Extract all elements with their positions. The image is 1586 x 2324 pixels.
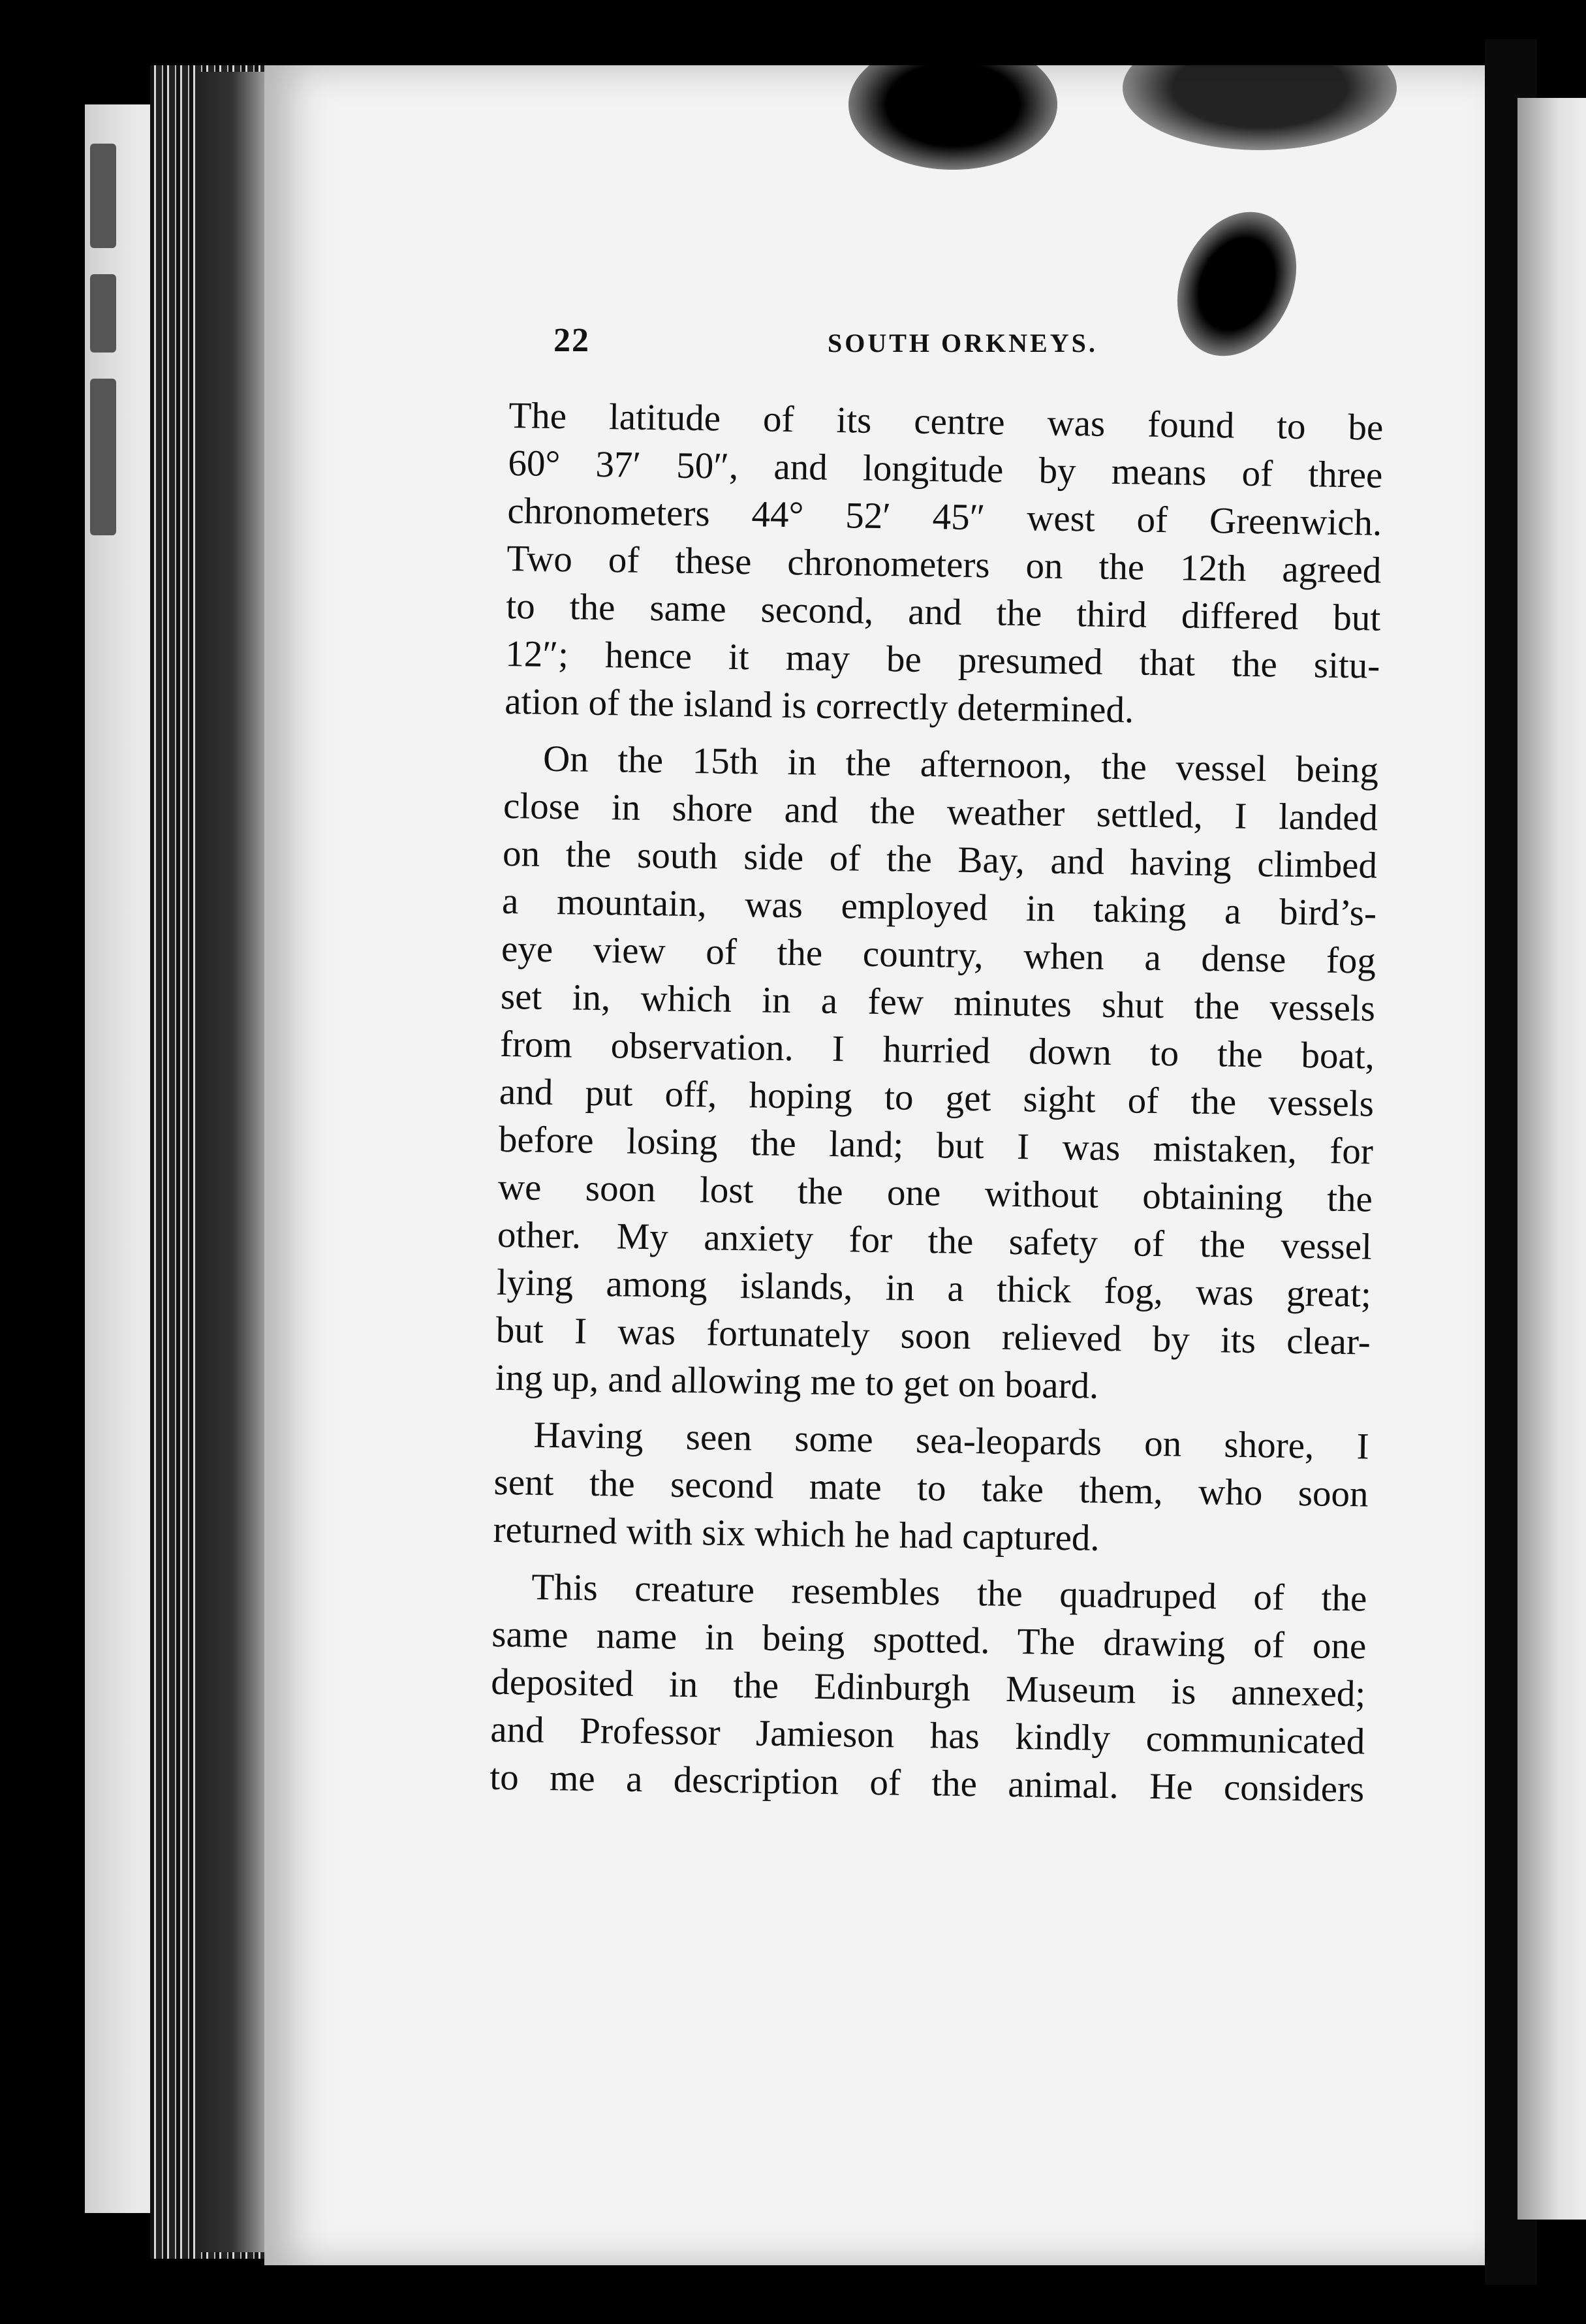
text-line: The latitude of its centre was found to be <box>508 394 1384 448</box>
paragraph <box>505 392 1384 738</box>
page-header <box>0 321 1586 367</box>
text-line: This creature resembles the quadruped of the <box>531 1566 1367 1620</box>
text-line: eye view of the country, when a dense fog <box>501 928 1376 982</box>
text-line: set in, which in a few minutes shut the vessels <box>500 975 1376 1029</box>
text-line: but I was fortunately soon relieved by its clear- <box>495 1309 1371 1363</box>
text-line: to me a description of the animal. He considers <box>489 1756 1365 1810</box>
text-line: 12″; hence it may be presumed that the situ- <box>505 633 1380 687</box>
text-line: a mountain, was employed in taking a bird’s- <box>501 880 1377 934</box>
text-line: we soon lost the one without obtaining the <box>497 1166 1373 1220</box>
page-number: 22 <box>553 322 590 359</box>
text-line: before losing the land; but I was mistaken, for <box>498 1118 1374 1172</box>
next-page-sliver <box>1517 98 1586 2220</box>
text-line: sent the second mate to take them, who soon <box>493 1461 1369 1515</box>
text-line: on the south side of the Bay, and having climbed <box>502 832 1378 887</box>
text-line: same name in being spotted. The drawing of one <box>491 1613 1367 1667</box>
body-text <box>488 392 1384 1944</box>
paragraph <box>490 1563 1367 1814</box>
running-head: SOUTH ORKNEYS. <box>828 328 1098 358</box>
text-line: chronometers 44° 52′ 45″ west of Greenwich. <box>507 490 1382 544</box>
text-line: returned with six which he had captured. <box>493 1509 1100 1559</box>
text-line: and put off, hoping to get sight of the vessels <box>499 1071 1375 1125</box>
text-line: Two of these chronometers on the 12th agreed <box>506 537 1382 591</box>
text-line: On the 15th in the afternoon, the vessel being <box>542 738 1379 791</box>
text-line: 60° 37′ 50″, and longitude by means of three <box>508 442 1383 496</box>
text-line: ation of the island is correctly determined. <box>504 680 1134 731</box>
text-line: close in shore and the weather settled, I landed <box>503 785 1378 839</box>
ink-stain <box>1123 26 1397 150</box>
text-line: other. My anxiety for the safety of the vessel <box>497 1214 1373 1268</box>
paragraph <box>495 734 1378 1414</box>
text-line: lying among islands, in a thick fog, was great; <box>496 1261 1372 1315</box>
facing-page-mark <box>90 379 116 535</box>
text-line: to the same second, and the third differed but <box>505 585 1381 639</box>
facing-page-mark <box>90 144 116 248</box>
paragraph <box>493 1411 1369 1566</box>
text-line: ing up, and allowing me to get on board. <box>495 1357 1099 1407</box>
ink-stain <box>848 39 1057 170</box>
text-line: and Professor Jamieson has kindly communicated <box>490 1708 1365 1763</box>
text-line: deposited in the Edinburgh Museum is annexed; <box>490 1661 1366 1715</box>
text-line: Having seen some sea-leopards on shore, I <box>533 1414 1370 1468</box>
text-line: from observation. I hurried down to the boat, <box>499 1023 1375 1077</box>
